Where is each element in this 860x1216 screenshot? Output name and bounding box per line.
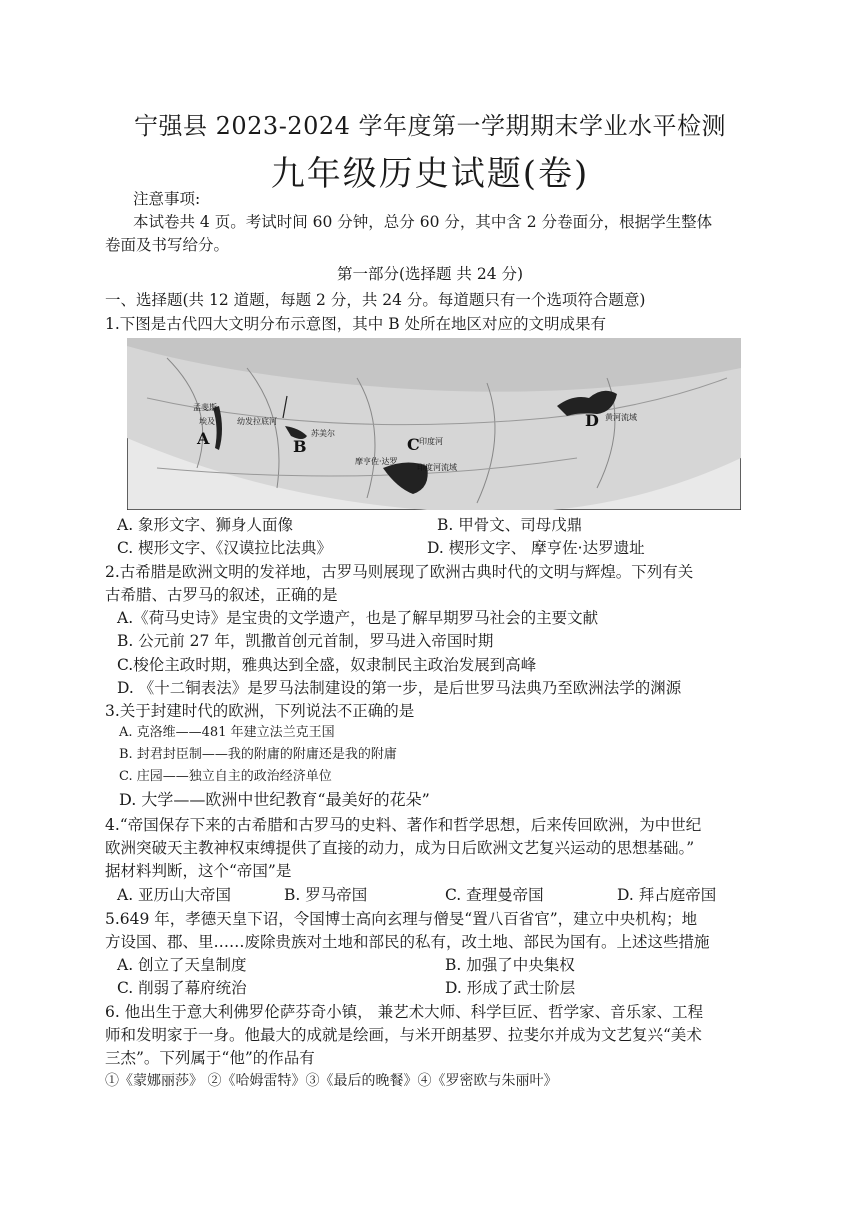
q1-option-c: C. 楔形文字、《汉谟拉比法典》 [117,539,332,557]
exam-subtitle: 九年级历史试题(卷) [270,154,590,194]
q1-stem: 1.下图是古代四大文明分布示意图，其中 B 处所在地区对应的文明成果有 [105,315,607,333]
q4-option-b: B. 罗马帝国 [284,886,368,904]
q5-option-d: D. 形成了武士阶层 [445,979,576,997]
q2-option-b: B. 公元前 27 年，凯撒首创元首制，罗马进入帝国时期 [117,632,494,650]
q2-stem-line1: 2.古希腊是欧洲文明的发祥地，古罗马则展现了欧洲古典时代的文明与辉煌。下列有关 [105,563,694,581]
q5-option-c: C. 削弱了幕府统治 [117,979,247,997]
map-label-b-text1: 幼发拉底河 [237,417,277,426]
map-label-c-text1: 印度河 [419,437,443,446]
map-label-b-text2: 苏美尔 [311,429,335,438]
q4-option-d: D. 拜占庭帝国 [617,886,717,904]
exam-title: 宁强县 2023-2024 学年度第一学期期末学业水平检测 [133,112,727,140]
q1-option-b: B. 甲骨文、司母戊鼎 [437,516,583,534]
q2-option-a: A.《荷马史诗》是宝贵的文学遗产，也是了解早期罗马社会的主要文献 [117,609,599,627]
notice-heading: 注意事项: [133,190,201,208]
notice-text-line1: 本试卷共 4 页。考试时间 60 分钟，总分 60 分，其中含 2 分卷面分，根据学生整体 [133,213,713,231]
map-label-c-text3: 印度河流域 [417,463,457,472]
q4-stem-line3: 据材料判断，这个“帝国”是 [105,862,292,880]
map-label-c-text2: 摩亨佐·达罗 [355,457,398,466]
q6-stem-line2: 师和发明家于一身。他最大的成就是绘画，与米开朗基罗、拉斐尔并成为文艺复兴“美术 [105,1026,702,1044]
map-label-a: A [197,429,210,448]
map-label-d-text1: 黄河流域 [605,413,637,422]
q3-option-c: C. 庄园——独立自主的政治经济单位 [119,769,332,784]
section-instructions: 一、选择题(共 12 道题，每题 2 分，共 24 分。每道题只有一个选项符合题意) [105,291,646,309]
q5-option-a: A. 创立了天皇制度 [117,956,247,974]
map-label-d: D [585,411,599,430]
q5-option-b: B. 加强了中央集权 [445,956,575,974]
q5-stem-line2: 方设国、郡、里……废除贵族对土地和部民的私有，改土地、部民为国有。上述这些措施 [105,933,710,951]
q5-stem-line1: 5.649 年，孝德天皇下诏，令国博士高向玄理与僧旻“置八百省官”，建立中央机构；地 [105,910,698,928]
q4-stem-line1: 4.“帝国保存下来的古希腊和古罗马的史料、著作和哲学思想，后来传回欧洲，为中世纪 [105,816,702,834]
q6-works-list: ①《蒙娜丽莎》 ②《哈姆雷特》③《最后的晚餐》④《罗密欧与朱丽叶》 [105,1073,558,1089]
q6-stem-line1: 6. 他出生于意大利佛罗伦萨芬奇小镇， 兼艺术大师、科学巨匠、哲学家、音乐家、工程 [105,1003,704,1021]
part1-title: 第一部分(选择题 共 24 分) [336,265,524,283]
q4-option-c: C. 查理曼帝国 [445,886,544,904]
q1-option-a: A. 象形文字、狮身人面像 [117,516,294,534]
q4-option-a: A. 亚历山大帝国 [117,886,232,904]
q3-option-b: B. 封君封臣制——我的附庸的附庸还是我的附庸 [119,747,397,762]
notice-text-line2: 卷面及书写给分。 [105,236,230,254]
map-label-c: C [407,435,420,454]
q2-option-c: C.梭伦主政时期，雅典达到全盛，奴隶制民主政治发展到高峰 [117,656,537,674]
q6-stem-line3: 三杰”。下列属于“他”的作品有 [105,1049,315,1067]
map-label-a-text1: 孟斐斯 [193,403,217,412]
q2-option-d: D. 《十二铜表法》是罗马法制建设的第一步，是后世罗马法典乃至欧洲法学的渊源 [117,679,682,697]
q3-option-a: A. 克洛维——481 年建立法兰克王国 [119,725,335,740]
q3-stem: 3.关于封建时代的欧洲，下列说法不正确的是 [105,702,415,720]
map-label-a-text2: 埃及 [199,417,215,426]
q3-option-d: D. 大学——欧洲中世纪教育“最美好的花朵” [119,790,430,809]
q4-stem-line2: 欧洲突破天主教神权束缚提供了直接的动力，成为日后欧洲文艺复兴运动的思想基础。” [105,839,695,857]
map-label-b: B [293,437,307,456]
q2-stem-line2: 古希腊、古罗马的叙述，正确的是 [105,586,338,604]
q1-option-d: D. 楔形文字、 摩亨佐·达罗遗址 [427,539,645,557]
ancient-civilizations-map [127,338,741,510]
